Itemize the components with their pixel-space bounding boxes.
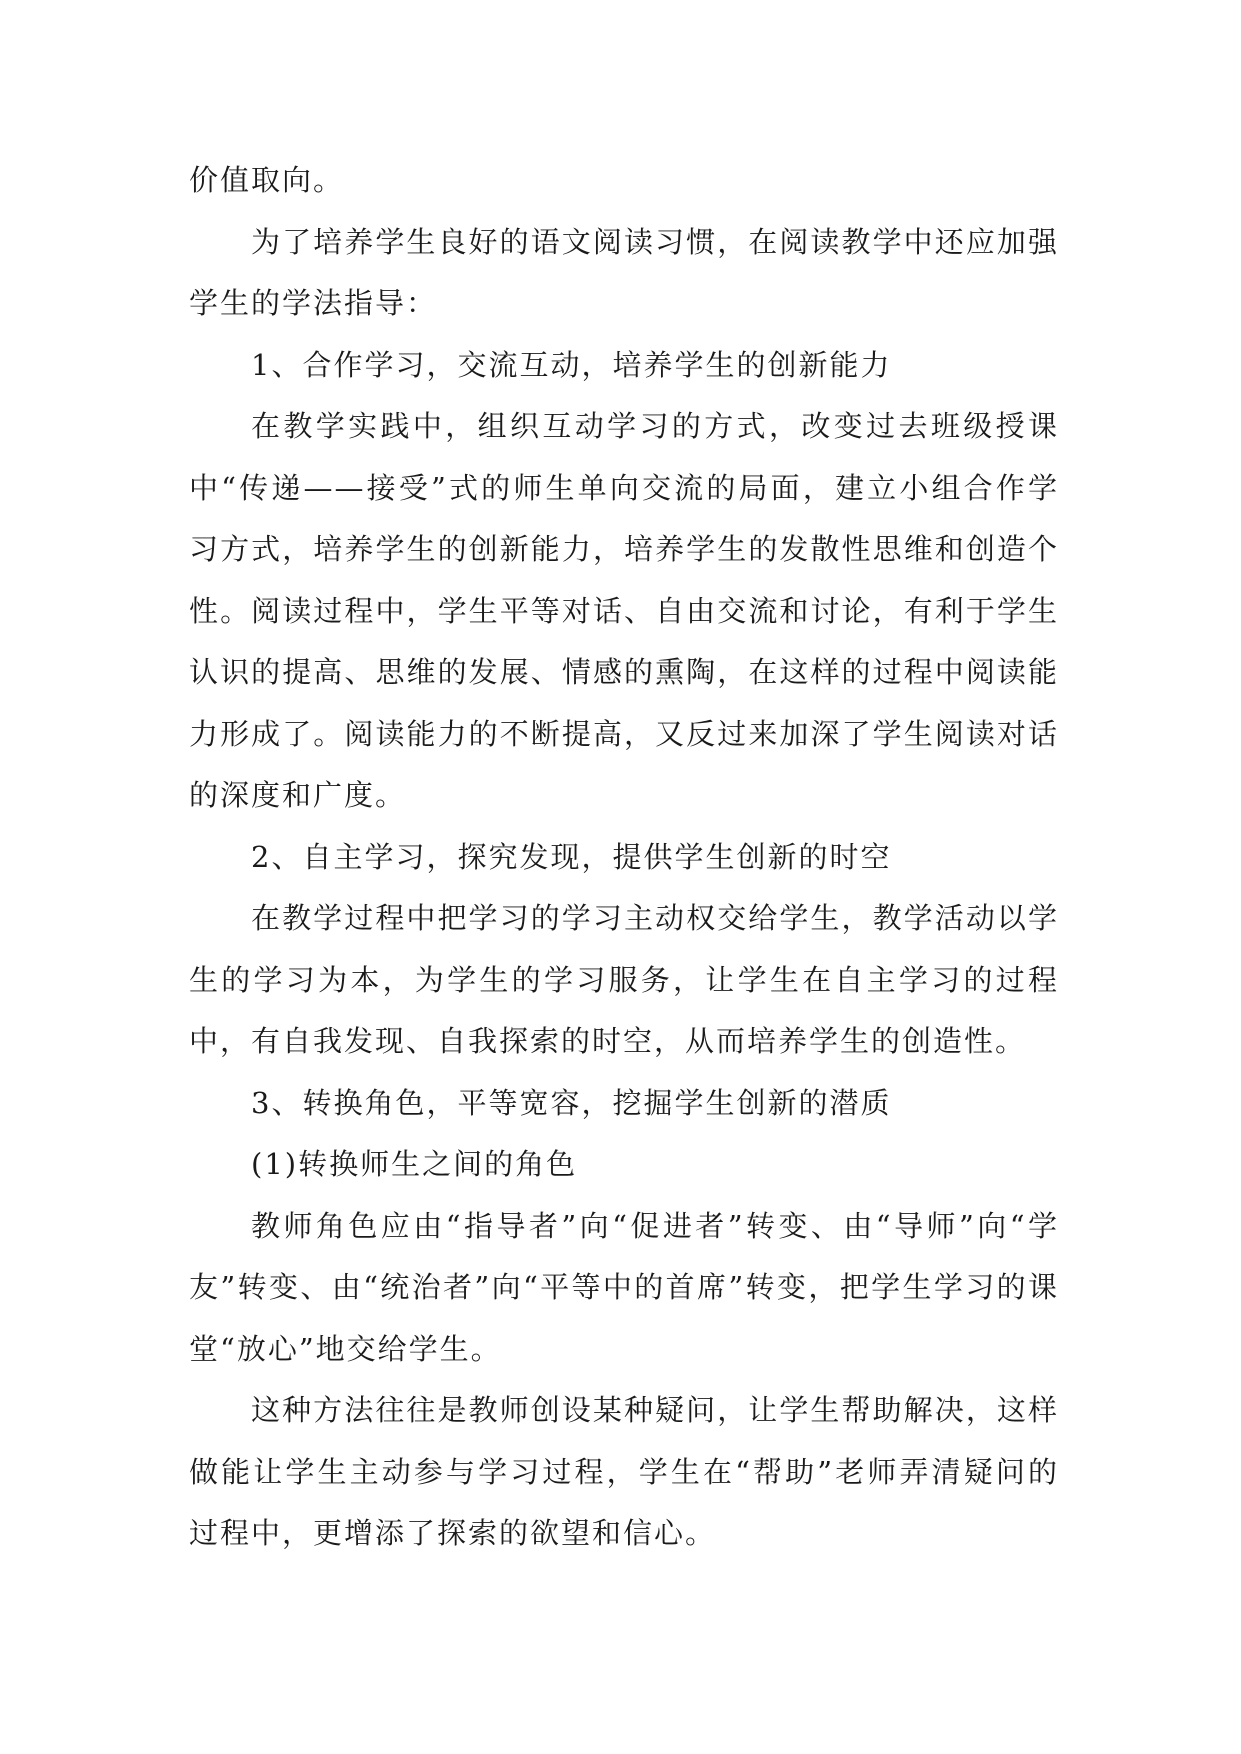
section-heading-3: 3、转换角色，平等宽容，挖掘学生创新的潜质 xyxy=(251,1085,892,1120)
paragraph-autonomous-learning: 在教学过程中把学习的学习主动权交给学生，教学活动以学生的学习为本，为学生的学习服务，让学生在自主学习的过程中，有自我发现、自我探索的时空，从而培养学生的创造性。 xyxy=(189,901,1059,1058)
paragraph-continuation: 价值取向。 xyxy=(189,163,345,197)
paragraph-teacher-role: 教师角色应由“指导者”向“促进者”转变、由“导师”向“学友”转变、由“统治者”向“平等中的首席”转变，把学生学习的课堂“放心”地交给学生。 xyxy=(189,1208,1059,1366)
section-heading-2: 2、自主学习，探究发现，提供学生创新的时空 xyxy=(251,839,892,874)
section-heading-1: 1、合作学习，交流互动，培养学生的创新能力 xyxy=(251,347,892,382)
subsection-heading-1: (1)转换师生之间的角色 xyxy=(251,1147,578,1181)
paragraph-method: 这种方法往往是教师创设某种疑问，让学生帮助解决，这样做能让学生主动参与学习过程，学生在“帮助”老师弄清疑问的过程中，更增添了探索的欲望和信心。 xyxy=(189,1393,1059,1550)
paragraph-intro: 为了培养学生良好的语文阅读习惯，在阅读教学中还应加强学生的学法指导： xyxy=(189,224,1059,320)
document-page xyxy=(189,150,1059,1565)
paragraph-cooperative-learning: 在教学实践中，组织互动学习的方式，改变过去班级授课中“传递——接受”式的师生单向交流的局面，建立小组合作学习方式，培养学生的创新能力，培养学生的发散性思维和创造个性。阅读过程中，学生平等对话、自由交流和讨论，有利于学生认识的提高、思维的发展、情感的熏陶，在这样的过程中阅读能力形成了。阅读能力的不断提高，又反过来加深了学生阅读对话的深度和广度。 xyxy=(189,409,1059,812)
